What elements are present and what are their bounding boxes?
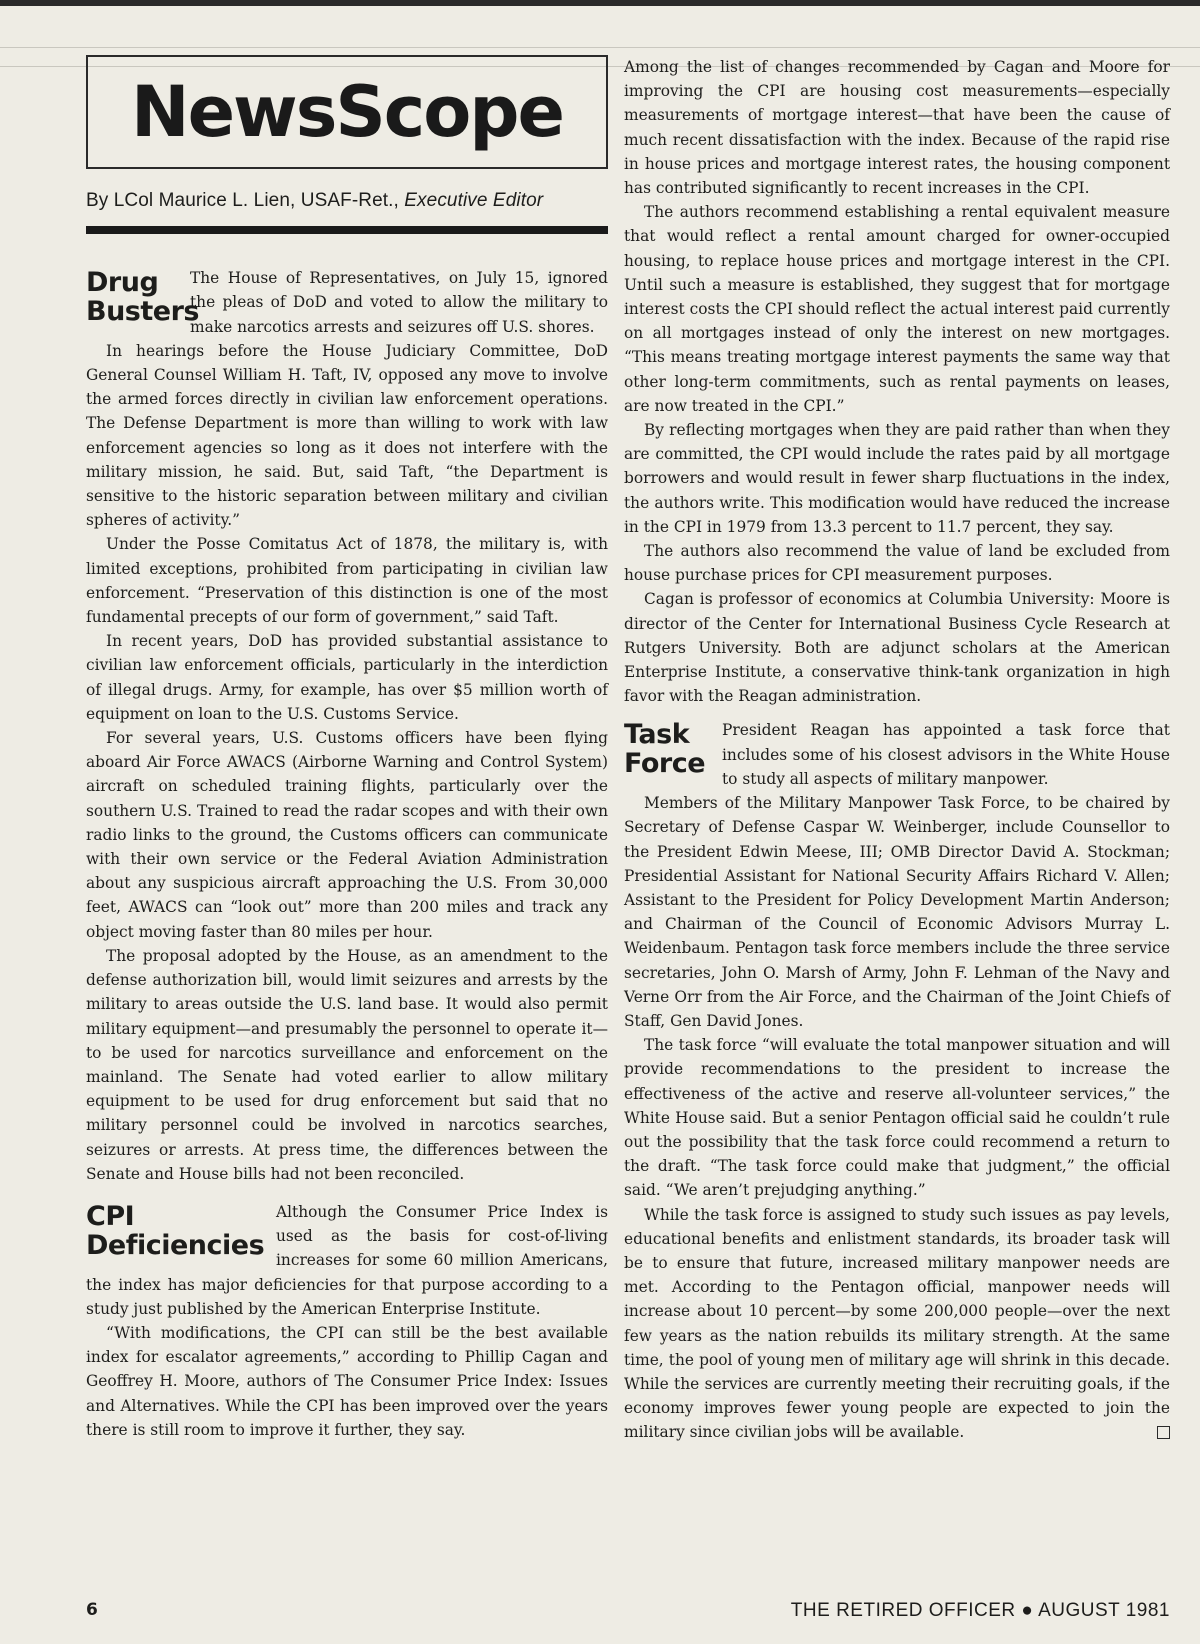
faint-rule bbox=[0, 47, 1200, 48]
paragraph: Under the Posse Comitatus Act of 1878, the military is, with limited exceptions, prohibited from participating in civilian law enforcement. “Preservation of this distinction is one of the most fundamental precepts of our form of government,” said Taft. bbox=[86, 535, 608, 627]
section-title: Drug Busters bbox=[86, 267, 199, 328]
paragraph: Although the Consumer Price Index is used as the basis for cost-of-living increases for some 60 million Americans, the index has major deficiencies for that purpose according to a study just published by the American Enterprise Institute. bbox=[86, 1202, 608, 1318]
section-title: CPI Deficiencies bbox=[86, 1200, 265, 1261]
left-column bbox=[86, 55, 608, 1442]
paragraph: The authors recommend establishing a rental equivalent measure that would reflect a rental amount charged for owner-occupied housing, to replace house prices and mortgage interest in the CPI. Until such a measure is established, they suggest that for mortgage interest costs the CPI should reflect the actual interest paid currently on all mortgages instead of only the interest on new mortgages. “This means treating mortgage interest payments the same way that other long-term commitments, such as rental payments on leases, are now treated in the CPI.” bbox=[624, 203, 1170, 415]
page-number: 6 bbox=[86, 1600, 98, 1620]
paragraph: President Reagan has appointed a task force that includes some of his closest advisors in the White House to study all aspects of military manpower. bbox=[722, 721, 1170, 788]
masthead-box bbox=[86, 55, 608, 169]
section-task-force bbox=[624, 718, 1170, 1444]
right-column bbox=[624, 55, 1170, 1445]
top-border bbox=[0, 0, 1200, 6]
paragraph: For several years, U.S. Customs officers have been flying aboard Air Force AWACS (Airborne Warning and Control System) aircraft on scheduled training flights, particularly over the southern U.S. Trained to read the radar scopes and with their own radio links to the ground, the Customs officers can communicate with their own service or the Federal Aviation Administration about any suspicious aircraft approaching the U.S. From 30,000 feet, AWACS can “look out” more than 200 miles and track any object moving faster than 80 miles per hour. bbox=[86, 729, 608, 941]
magazine-footer: THE RETIRED OFFICER ● AUGUST 1981 bbox=[790, 1600, 1170, 1621]
paragraph: Members of the Military Manpower Task Force, to be chaired by Secretary of Defense Caspar W. Weinberger, include Counsellor to the President Edwin Meese, III; OMB Director David A. Stockman; Presidential Assistant for National Security Affairs Richard V. Allen; Assistant to the President for Policy Development Martin Anderson; and Chairman of the Council of Economic Advisors Murray L. Weidenbaum. Pentagon task force members include the three service secretaries, John O. Marsh of Army, John F. Lehman of the Navy and Verne Orr from the Air Force, and the Chairman of the Joint Chiefs of Staff, Gen David Jones. bbox=[624, 794, 1170, 1030]
paragraph: In recent years, DoD has provided substantial assistance to civilian law enforcement officials, particularly in the interdiction of illegal drugs. Army, for example, has over $5 million worth of equipment on loan to the U.S. Customs Service. bbox=[86, 632, 608, 723]
section-drug-busters bbox=[86, 266, 608, 1186]
thick-rule bbox=[86, 226, 608, 234]
paragraph: In hearings before the House Judiciary Committee, DoD General Counsel William H. Taft, IV, opposed any move to involve the armed forces directly in civilian law enforcement operations. The Defense Department is more than willing to work with law enforcement agencies so long as it does not interfere with the military mission, he said. But, said Taft, “the Department is sensitive to the historic separation between military and civilian spheres of activity.” bbox=[86, 341, 608, 530]
paragraph: The task force “will evaluate the total manpower situation and will provide recommendations to the president to increase the effectiveness of the active and reserve all-volunteer services,” the White House said. But a senior Pentagon official said he couldn’t rule out the possibility that the task force could recommend a return to the draft. “The task force could make that judgment,” the official said. “We aren’t prejudging anything.” bbox=[624, 1036, 1170, 1200]
end-mark-icon bbox=[1157, 1426, 1170, 1439]
byline-role: Executive Editor bbox=[404, 190, 544, 211]
byline-text: By LCol Maurice L. Lien, USAF-Ret., bbox=[86, 190, 405, 211]
paragraph: Cagan is professor of economics at Columbia University: Moore is director of the Center for International Business Cycle Research at Rutgers University. Both are adjunct scholars at the American Enterprise Institute, a conservative think-tank organization in high favor with the Reagan administration. bbox=[624, 590, 1170, 706]
paragraph: By reflecting mortgages when they are paid rather than when they are committed, the CPI would include the rates paid by all mortgage borrowers and would result in fewer sharp fluctuations in the index, the authors write. This modification would have reduced the increase in the CPI in 1979 from 13.3 percent to 11.7 percent, they say. bbox=[624, 421, 1170, 536]
masthead-title: NewsScope bbox=[131, 70, 563, 153]
section-cpi-deficiencies bbox=[86, 1200, 608, 1442]
paragraph: The authors also recommend the value of land be excluded from house purchase prices for CPI measurement purposes. bbox=[624, 542, 1170, 585]
paragraph: The House of Representatives, on July 15, ignored the pleas of DoD and voted to allow the military to make narcotics arrests and seizures off U.S. shores. bbox=[190, 269, 608, 336]
paragraph: “With modifications, the CPI can still be the best available index for escalator agreements,” according to Phillip Cagan and Geoffrey H. Moore, authors of The Consumer Price Index: Issues and Alternatives. While the CPI has been improved over the years there is still room to improve it further, they say. bbox=[86, 1323, 608, 1439]
paragraph: Among the list of changes recommended by Cagan and Moore for improving the CPI are housing cost measurements—especially measurements of mortgage interest—that have been the cause of much recent dissatisfaction with the index. Because of the rapid rise in house prices and mortgage interest rates, the housing component has contributed significantly to recent increases in the CPI. bbox=[624, 58, 1170, 198]
paragraph: While the task force is assigned to study such issues as pay levels, educational benefits and enlistment standards, its broader task will be to ensure that future, increased military manpower needs are met. According to the Pentagon official, manpower needs will increase about 10 percent—by some 200,000 people—over the next few years as the nation rebuilds its military strength. At the same time, the pool of young men of military age will shrink in this decade. While the services are currently meeting their recruiting goals, if the economy improves fewer young people are expected to join the military since civilian jobs will be available. bbox=[624, 1205, 1170, 1442]
section-title: Task Force bbox=[624, 719, 706, 780]
byline bbox=[86, 189, 608, 213]
paragraph: The proposal adopted by the House, as an amendment to the defense authorization bill, would limit seizures and arrests by the military to areas outside the U.S. land base. It would also permit military equipment—and presumably the personnel to operate it—to be used for narcotics surveillance and enforcement on the mainland. The Senate had voted earlier to allow military equipment to be used for drug enforcement but said that no military personnel could be involved in narcotics searches, seizures or arrests. At press time, the differences between the Senate and House bills had not been reconciled. bbox=[86, 946, 608, 1183]
